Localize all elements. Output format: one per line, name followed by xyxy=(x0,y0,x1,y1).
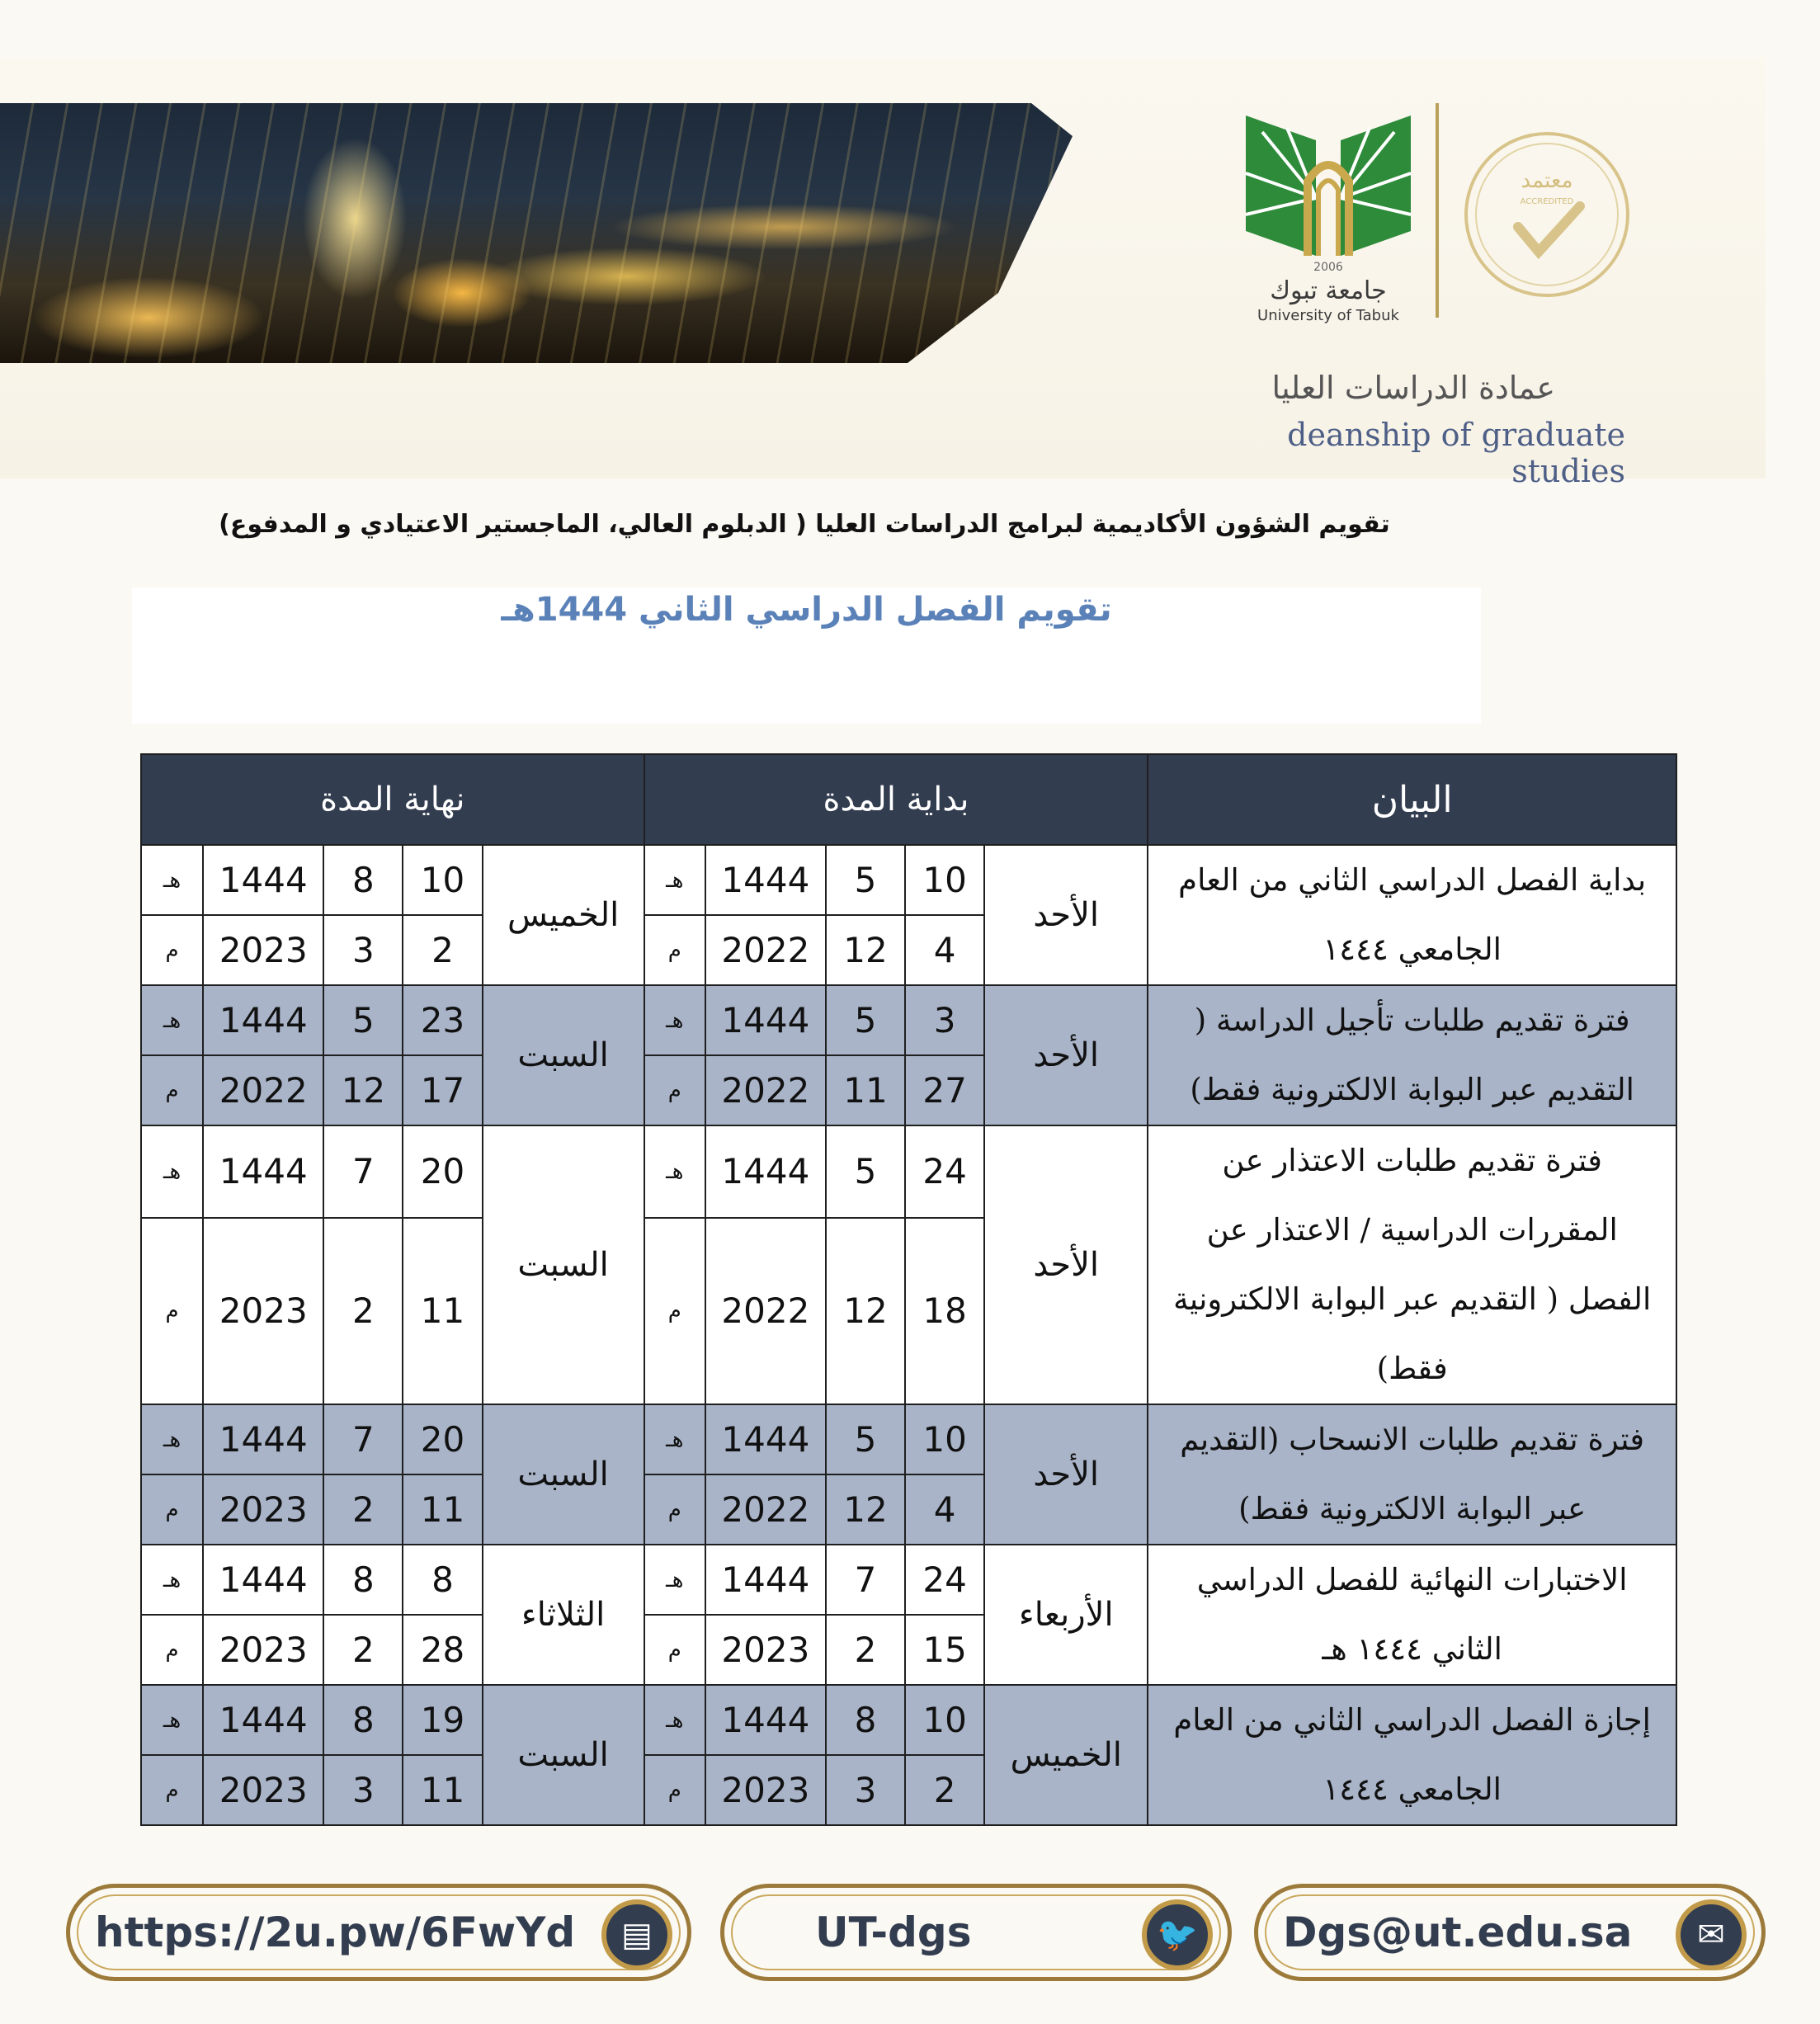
end-gregorian-day: 11 xyxy=(403,1218,482,1404)
end-gregorian-day: 2 xyxy=(403,915,482,985)
end-hijri-day: 8 xyxy=(403,1545,482,1615)
end-gregorian-year: 2023 xyxy=(203,1474,323,1545)
event-description: فترة تقديم طلبات الانسحاب (التقديم عبر البوابة الالكترونية فقط) xyxy=(1148,1404,1676,1545)
end-gregorian-year: 2023 xyxy=(203,915,323,985)
link-pill[interactable] xyxy=(66,1884,691,1981)
link-text[interactable]: https://2u.pw/6FwYd xyxy=(95,1908,576,1956)
end-gregorian-month: 3 xyxy=(323,1755,403,1825)
start-gregorian-year: 2023 xyxy=(705,1615,826,1685)
header-start: بداية المدة xyxy=(644,754,1148,845)
end-gregorian-day: 28 xyxy=(403,1615,482,1685)
end-hijri-day: 23 xyxy=(403,985,482,1055)
logo-divider xyxy=(1436,103,1439,318)
end-weekday: الثلاثاء xyxy=(483,1545,644,1685)
end-gregorian-day: 11 xyxy=(403,1474,482,1545)
end-hijri-day: 19 xyxy=(403,1685,482,1755)
hijri-unit: هـ xyxy=(141,845,203,915)
end-hijri-month: 7 xyxy=(323,1125,403,1218)
accredited-seal-icon xyxy=(1460,128,1634,301)
end-hijri-year: 1444 xyxy=(203,985,323,1055)
start-gregorian-year: 2023 xyxy=(705,1755,826,1825)
university-logo-icon xyxy=(1238,107,1419,272)
end-gregorian-month: 2 xyxy=(323,1474,403,1545)
end-hijri-day: 20 xyxy=(403,1404,482,1474)
table-header-row xyxy=(141,754,1676,845)
gregorian-unit: م xyxy=(644,1218,705,1404)
city-photo-overlay xyxy=(0,103,1073,363)
start-gregorian-year: 2022 xyxy=(705,1055,826,1125)
end-hijri-day: 20 xyxy=(403,1125,482,1218)
hijri-unit: هـ xyxy=(141,1404,203,1474)
end-hijri-month: 8 xyxy=(323,1545,403,1615)
start-gregorian-day: 4 xyxy=(905,1474,984,1545)
gregorian-unit: م xyxy=(644,915,705,985)
start-hijri-month: 7 xyxy=(826,1545,905,1615)
start-gregorian-month: 3 xyxy=(826,1755,905,1825)
header-end: نهاية المدة xyxy=(141,754,644,845)
start-hijri-day: 10 xyxy=(905,1685,984,1755)
table-row xyxy=(141,1685,1676,1755)
event-description: إجازة الفصل الدراسي الثاني من العام الجامعي ١٤٤٤ xyxy=(1148,1685,1676,1825)
start-weekday: الأحد xyxy=(984,1125,1148,1404)
gregorian-unit: م xyxy=(141,915,203,985)
start-hijri-day: 3 xyxy=(905,985,984,1055)
academic-calendar-table xyxy=(140,753,1677,1826)
start-gregorian-year: 2022 xyxy=(705,915,826,985)
end-hijri-month: 7 xyxy=(323,1404,403,1474)
end-hijri-year: 1444 xyxy=(203,845,323,915)
end-hijri-month: 8 xyxy=(323,845,403,915)
end-gregorian-month: 3 xyxy=(323,915,403,985)
start-hijri-year: 1444 xyxy=(705,1404,826,1474)
gregorian-unit: م xyxy=(141,1615,203,1685)
end-gregorian-year: 2023 xyxy=(203,1218,323,1404)
link-card-icon: ▤ xyxy=(601,1899,672,1970)
start-weekday: الأحد xyxy=(984,985,1148,1125)
start-weekday: الأحد xyxy=(984,1404,1148,1545)
start-hijri-month: 5 xyxy=(826,985,905,1055)
end-hijri-year: 1444 xyxy=(203,1545,323,1615)
event-description: فترة تقديم طلبات تأجيل الدراسة ( التقديم عبر البوابة الالكترونية فقط) xyxy=(1148,985,1676,1125)
hijri-unit: هـ xyxy=(644,1685,705,1755)
table-row xyxy=(141,845,1676,915)
start-hijri-day: 10 xyxy=(905,845,984,915)
hijri-unit: هـ xyxy=(644,985,705,1055)
end-weekday: السبت xyxy=(483,1404,644,1545)
end-hijri-year: 1444 xyxy=(203,1685,323,1755)
event-description: الاختبارات النهائية للفصل الدراسي الثاني ١٤٤٤ هـ xyxy=(1148,1545,1676,1685)
twitter-bird-icon: 🐦 xyxy=(1142,1899,1213,1970)
end-gregorian-month: 2 xyxy=(323,1615,403,1685)
university-name-arabic: جامعة تبوك xyxy=(1270,276,1387,305)
start-hijri-day: 24 xyxy=(905,1125,984,1218)
logo-area xyxy=(1238,99,1650,347)
start-hijri-day: 10 xyxy=(905,1404,984,1474)
start-hijri-year: 1444 xyxy=(705,1545,826,1615)
end-weekday: السبت xyxy=(483,985,644,1125)
table-row xyxy=(141,985,1676,1055)
hijri-unit: هـ xyxy=(141,1125,203,1218)
start-hijri-month: 5 xyxy=(826,845,905,915)
start-gregorian-day: 2 xyxy=(905,1755,984,1825)
start-weekday: الخميس xyxy=(984,1685,1148,1825)
gregorian-unit: م xyxy=(141,1218,203,1404)
hijri-unit: هـ xyxy=(644,1404,705,1474)
table-row xyxy=(141,1545,1676,1615)
gregorian-unit: م xyxy=(141,1474,203,1545)
hijri-unit: هـ xyxy=(644,1125,705,1218)
end-hijri-year: 1444 xyxy=(203,1404,323,1474)
event-description: بداية الفصل الدراسي الثاني من العام الجامعي ١٤٤٤ xyxy=(1148,845,1676,985)
start-gregorian-year: 2022 xyxy=(705,1218,826,1404)
gregorian-unit: م xyxy=(644,1755,705,1825)
start-gregorian-year: 2022 xyxy=(705,1474,826,1545)
start-gregorian-month: 12 xyxy=(826,1218,905,1404)
end-hijri-day: 10 xyxy=(403,845,482,915)
start-gregorian-day: 4 xyxy=(905,915,984,985)
svg-text:معتمد: معتمد xyxy=(1521,168,1573,193)
envelope-icon: ✉ xyxy=(1676,1899,1747,1970)
gregorian-unit: م xyxy=(644,1055,705,1125)
start-gregorian-month: 12 xyxy=(826,1474,905,1545)
start-hijri-month: 5 xyxy=(826,1125,905,1218)
end-weekday: السبت xyxy=(483,1685,644,1825)
end-gregorian-day: 11 xyxy=(403,1755,482,1825)
end-gregorian-month: 2 xyxy=(323,1218,403,1404)
end-weekday: السبت xyxy=(483,1125,644,1404)
start-hijri-year: 1444 xyxy=(705,845,826,915)
page-subtitle: تقويم الفصل الدراسي الثاني 1444هـ xyxy=(501,591,1112,629)
page-title: تقويم الشؤون الأكاديمية لبرامج الدراسات العليا ( الدبلوم العالي، الماجستير الاعتيادي و المدفوع) xyxy=(219,510,1390,539)
table-row xyxy=(141,1404,1676,1474)
start-gregorian-month: 12 xyxy=(826,915,905,985)
svg-text:2006: 2006 xyxy=(1313,261,1343,272)
deanship-name-english: deanship of graduate studies xyxy=(1287,417,1625,489)
end-gregorian-year: 2023 xyxy=(203,1615,323,1685)
start-hijri-month: 5 xyxy=(826,1404,905,1474)
deanship-name-arabic: عمادة الدراسات العليا xyxy=(1271,370,1555,406)
university-name-english: University of Tabuk xyxy=(1257,307,1399,324)
hijri-unit: هـ xyxy=(644,845,705,915)
email-text[interactable]: Dgs@ut.edu.sa xyxy=(1283,1908,1633,1956)
twitter-handle[interactable]: UT-dgs xyxy=(815,1908,972,1956)
start-gregorian-day: 15 xyxy=(905,1615,984,1685)
header-description: البيان xyxy=(1148,754,1676,845)
email-pill[interactable] xyxy=(1254,1884,1766,1981)
end-gregorian-day: 17 xyxy=(403,1055,482,1125)
start-hijri-year: 1444 xyxy=(705,1125,826,1218)
start-gregorian-day: 18 xyxy=(905,1218,984,1404)
end-weekday: الخميس xyxy=(483,845,644,985)
start-weekday: الأربعاء xyxy=(984,1545,1148,1685)
gregorian-unit: م xyxy=(644,1474,705,1545)
hijri-unit: هـ xyxy=(141,985,203,1055)
start-gregorian-month: 2 xyxy=(826,1615,905,1685)
start-hijri-year: 1444 xyxy=(705,1685,826,1755)
hijri-unit: هـ xyxy=(141,1545,203,1615)
start-gregorian-day: 27 xyxy=(905,1055,984,1125)
end-gregorian-month: 12 xyxy=(323,1055,403,1125)
end-hijri-year: 1444 xyxy=(203,1125,323,1218)
twitter-pill[interactable] xyxy=(720,1884,1232,1981)
hijri-unit: هـ xyxy=(644,1545,705,1615)
end-hijri-month: 8 xyxy=(323,1685,403,1755)
gregorian-unit: م xyxy=(644,1615,705,1685)
start-hijri-month: 8 xyxy=(826,1685,905,1755)
event-description: فترة تقديم طلبات الاعتذار عن المقررات الدراسية / الاعتذار عن الفصل ( التقديم عبر البوابة الالكترونية فقط) xyxy=(1148,1125,1676,1404)
end-hijri-month: 5 xyxy=(323,985,403,1055)
hijri-unit: هـ xyxy=(141,1685,203,1755)
table-row xyxy=(141,1125,1676,1218)
start-hijri-year: 1444 xyxy=(705,985,826,1055)
start-hijri-day: 24 xyxy=(905,1545,984,1615)
start-gregorian-month: 11 xyxy=(826,1055,905,1125)
start-weekday: الأحد xyxy=(984,845,1148,985)
end-gregorian-year: 2022 xyxy=(203,1055,323,1125)
gregorian-unit: م xyxy=(141,1755,203,1825)
gregorian-unit: م xyxy=(141,1055,203,1125)
end-gregorian-year: 2023 xyxy=(203,1755,323,1825)
svg-text:ACCREDITED: ACCREDITED xyxy=(1520,197,1574,206)
